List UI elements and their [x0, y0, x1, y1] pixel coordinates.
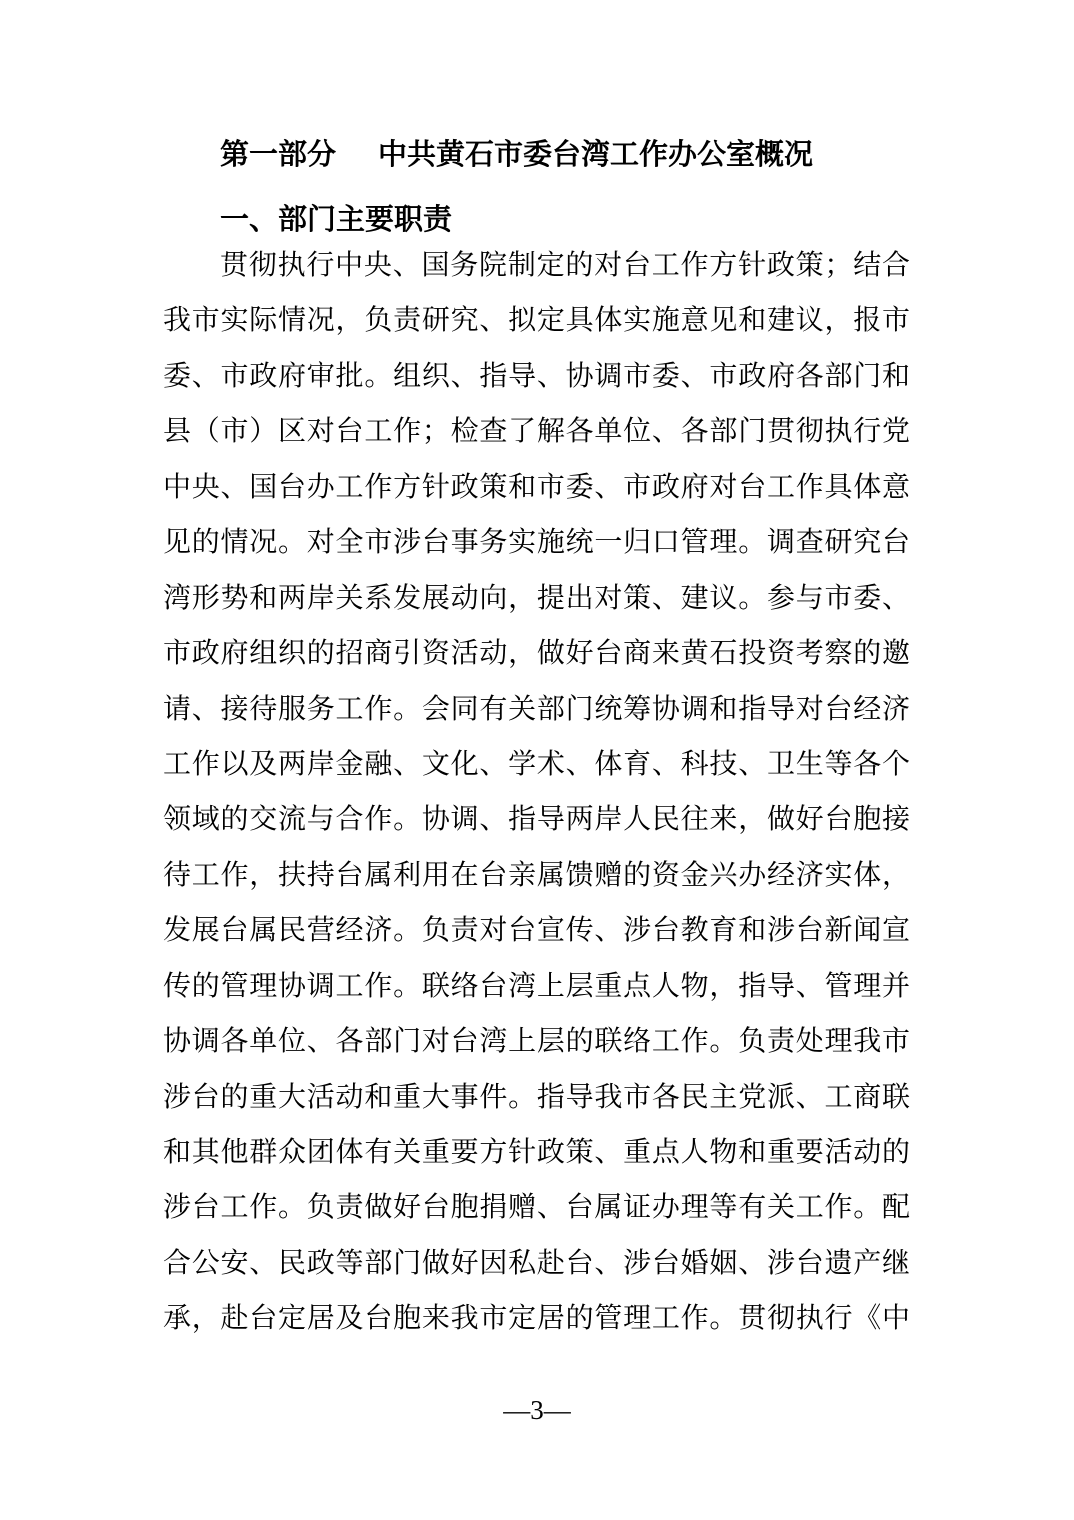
- paragraph-line: 和其他群众团体有关重要方针政策、重点人物和重要活动的: [163, 1137, 910, 1168]
- paragraph-line: 发展台属民营经济。负责对台宣传、涉台教育和涉台新闻宣: [163, 915, 910, 947]
- paragraph-line: 传的管理协调工作。联络台湾上层重点人物，指导、管理并: [163, 970, 910, 1002]
- paragraph-line: 工作以及两岸金融、文化、学术、体育、科技、卫生等各个: [163, 748, 910, 780]
- paragraph-line: 县（市）区对台工作；检查了解各单位、各部门贯彻执行党: [163, 416, 910, 448]
- paragraph-line: 中央、国台办工作方针政策和市委、市政府对台工作具体意: [163, 471, 910, 503]
- document-title: [220, 138, 813, 173]
- section-heading: 一、部门主要职责: [220, 204, 453, 236]
- document-title-part-name: 中共黄石市委台湾工作办公室概况: [378, 139, 814, 171]
- paragraph-line: 协调各单位、各部门对台湾上层的联络工作。负责处理我市: [163, 1026, 910, 1058]
- paragraph-line: 合公安、民政等部门做好因私赴台、涉台婚姻、涉台遗产继: [163, 1247, 910, 1279]
- paragraph-line: 承，赴台定居及台胞来我市定居的管理工作。贯彻执行《中: [163, 1303, 910, 1335]
- body-paragraph: [163, 238, 910, 1347]
- paragraph-line: 我市实际情况，负责研究、拟定具体实施意见和建议，报市: [163, 305, 910, 337]
- paragraph-line: 领域的交流与合作。协调、指导两岸人民往来，做好台胞接: [163, 804, 910, 836]
- page-number: —3—: [503, 1395, 571, 1425]
- paragraph-line: 见的情况。对全市涉台事务实施统一归口管理。调查研究台: [163, 527, 910, 559]
- paragraph-line: 涉台工作。负责做好台胞捐赠、台属证办理等有关工作。配: [163, 1192, 910, 1224]
- paragraph-line: 待工作，扶持台属利用在台亲属馈赠的资金兴办经济实体，: [163, 859, 910, 891]
- paragraph-line: 请、接待服务工作。会同有关部门统筹协调和指导对台经济: [163, 693, 910, 725]
- paragraph-line: 涉台的重大活动和重大事件。指导我市各民主党派、工商联: [163, 1081, 910, 1113]
- paragraph-line: 市政府组织的招商引资活动，做好台商来黄石投资考察的邀: [163, 638, 910, 670]
- paragraph-line: 湾形势和两岸关系发展动向，提出对策、建议。参与市委、: [163, 582, 910, 614]
- paragraph-line: 贯彻执行中央、国务院制定的对台工作方针政策；结合: [220, 250, 910, 281]
- document-title-part-number: 第一部分: [220, 139, 337, 171]
- paragraph-line: 委、市政府审批。组织、指导、协调市委、市政府各部门和: [163, 360, 910, 392]
